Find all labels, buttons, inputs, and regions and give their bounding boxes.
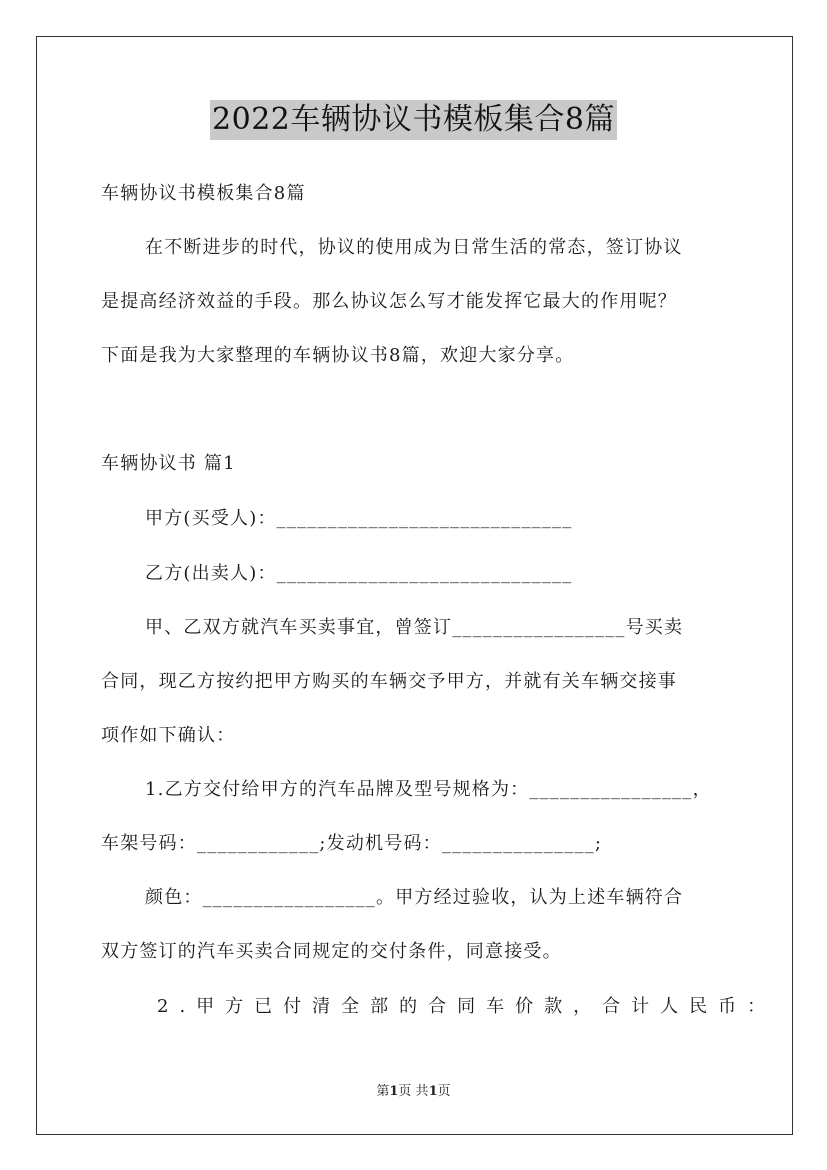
footer-page-num: 1 — [389, 1084, 399, 1099]
document-title-wrap — [0, 100, 827, 140]
footer-page-total: 1 — [428, 1084, 438, 1099]
clause-1-line-4: 双方签订的汽车买卖合同规定的交付条件，同意接受。 — [101, 941, 562, 962]
page-footer — [0, 1082, 827, 1102]
intro-line-1: 在不断进步的时代，协议的使用成为日常生活的常态，签订协议 — [145, 237, 683, 258]
intro-line-3: 下面是我为大家整理的车辆协议书8篇，欢迎大家分享。 — [101, 345, 575, 366]
body-line-5: 项作如下确认： — [101, 725, 236, 746]
footer-suffix: 页 — [437, 1084, 451, 1099]
document-title: 2022车辆协议书模板集合8篇 — [210, 100, 617, 140]
intro-line-2: 是提高经济效益的手段。那么协议怎么写才能发挥它最大的作用呢？ — [101, 291, 677, 312]
clause-2-line-1: 2.甲方已付清全部的合同车价款，合计人民币： — [157, 996, 777, 1017]
party-a-line: 甲方(买受人)：_____________________________ — [145, 508, 573, 529]
footer-mid: 页 共 — [398, 1084, 429, 1099]
clause-1-line-3: 颜色：_________________。甲方经过验收，认为上述车辆符合 — [145, 887, 684, 908]
document-subtitle: 车辆协议书模板集合8篇 — [101, 183, 306, 204]
clause-1-line-1: 1.乙方交付给甲方的汽车品牌及型号规格为：________________， — [145, 779, 712, 800]
clause-1-line-2: 车架号码：____________;发动机号码：_______________; — [101, 833, 603, 854]
section-heading: 车辆协议书 篇1 — [101, 453, 236, 474]
body-line-4: 合同，现乙方按约把甲方购买的车辆交予甲方，并就有关车辆交接事 — [101, 671, 677, 692]
body-line-3: 甲、乙双方就汽车买卖事宜，曾签订_________________号买卖 — [145, 617, 684, 638]
footer-prefix: 第 — [376, 1084, 390, 1099]
party-b-line: 乙方(出卖人)：_____________________________ — [145, 563, 573, 584]
